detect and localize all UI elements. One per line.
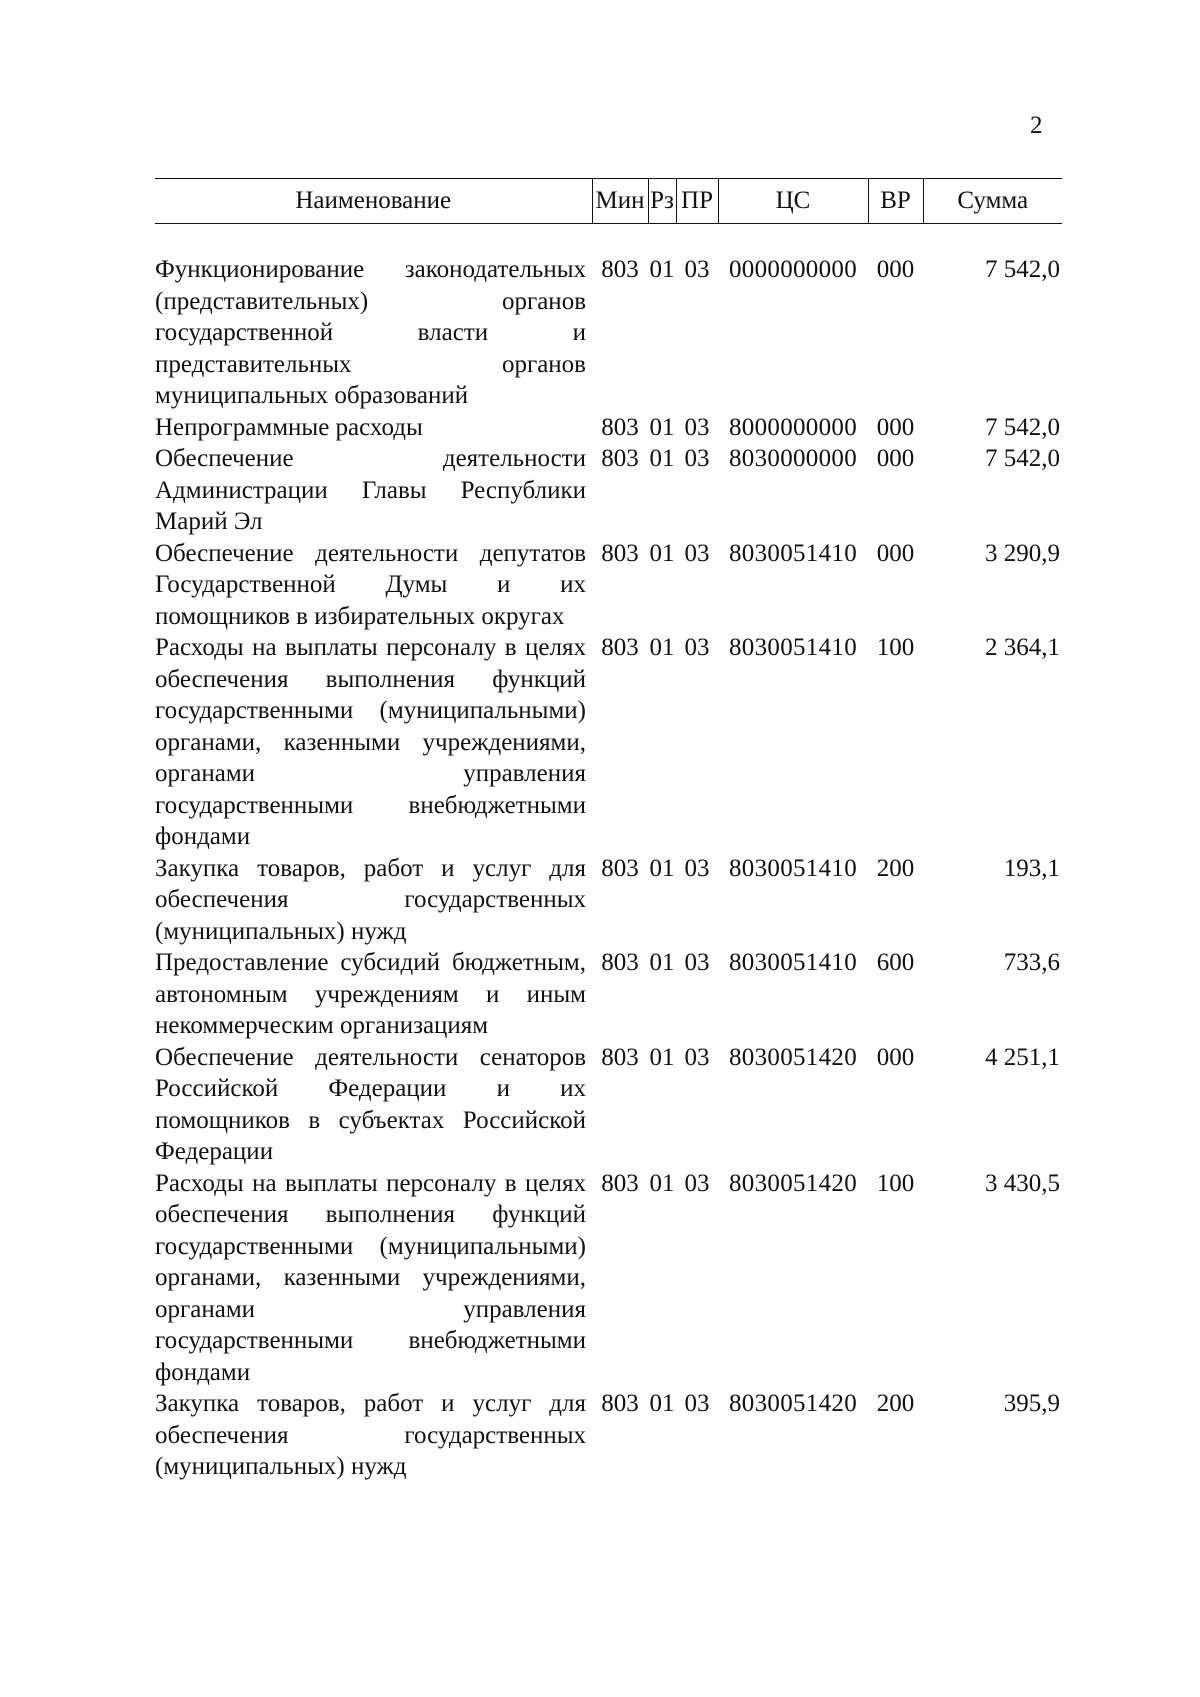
header-spacer [155, 224, 1062, 255]
header-vr: ВР [868, 179, 923, 224]
row-sum: 193,1 [1003, 854, 1060, 882]
table-row [155, 1042, 1062, 1168]
row-sum: 4 251,1 [985, 1043, 1060, 1071]
row-pr: 03 [684, 854, 710, 882]
row-min: 803 [601, 413, 639, 441]
header-pr: ПР [676, 179, 718, 224]
table-row [155, 538, 1062, 633]
table-row [155, 1388, 1062, 1483]
row-rz: 01 [649, 539, 675, 567]
row-cs: 8030051420 [729, 1390, 857, 1417]
row-vr: 000 [876, 539, 915, 567]
row-min: 803 [601, 1390, 639, 1417]
row-vr: 200 [876, 854, 915, 882]
row-pr: 03 [684, 256, 710, 283]
header-cs: ЦС [718, 179, 868, 224]
row-name: Расходы на выплаты персоналу в целях обеспечения выполнения функций государственными (муниципальными) органами, казенными учреждениями, органами управления государственными внебюджетными фондами [155, 634, 586, 850]
budget-table [155, 178, 1062, 1483]
header-name: Наименование [155, 179, 592, 224]
row-rz: 01 [649, 634, 675, 661]
row-name: Функционирование законодательных (представительных) органов государственной власти и представительных органов муниципальных образований [155, 256, 586, 409]
row-sum: 7 542,0 [985, 256, 1060, 283]
row-rz: 01 [649, 1169, 675, 1197]
row-min: 803 [601, 949, 639, 976]
row-name: Обеспечение деятельности Администрации Главы Республики Марий Эл [155, 445, 586, 535]
row-cs: 8030051410 [729, 854, 857, 882]
row-vr: 000 [876, 1043, 915, 1071]
row-rz: 01 [649, 854, 675, 882]
row-name: Непрограммные расходы [155, 413, 423, 441]
row-pr: 03 [684, 413, 710, 441]
row-min: 803 [601, 539, 639, 567]
header-rz: Рз [648, 179, 676, 224]
row-sum: 3 430,5 [985, 1169, 1060, 1197]
table-row [155, 412, 1062, 444]
header-min: Мин [592, 179, 648, 224]
row-name: Предоставление субсидий бюджетным, автономным учреждениям и иным некоммерческим организациям [155, 949, 586, 1039]
row-rz: 01 [649, 445, 675, 472]
row-name: Расходы на выплаты персоналу в целях обеспечения выполнения функций государственными (муниципальными) органами, казенными учреждениями, органами управления государственными внебюджетными фондами [155, 1169, 586, 1386]
table-row [155, 632, 1062, 853]
row-rz: 01 [649, 256, 675, 283]
row-rz: 01 [649, 949, 675, 976]
row-vr: 000 [876, 413, 915, 441]
row-name: Закупка товаров, работ и услуг для обеспечения государственных (муниципальных) нужд [155, 1390, 586, 1480]
row-vr: 000 [876, 256, 915, 283]
row-sum: 395,9 [1003, 1390, 1060, 1417]
row-cs: 8030051420 [729, 1169, 857, 1197]
row-pr: 03 [684, 1390, 710, 1417]
table-body [155, 224, 1062, 1483]
table-row [155, 254, 1062, 412]
row-vr: 200 [876, 1390, 915, 1417]
table-row [155, 947, 1062, 1042]
row-rz: 01 [649, 1390, 675, 1417]
row-name: Обеспечение деятельности депутатов Государственной Думы и их помощников в избирательных округах [155, 539, 586, 630]
row-vr: 600 [876, 949, 915, 976]
row-vr: 100 [876, 634, 915, 661]
row-pr: 03 [684, 445, 710, 472]
row-sum: 733,6 [1003, 949, 1060, 976]
row-vr: 100 [876, 1169, 915, 1197]
row-min: 803 [601, 1043, 639, 1071]
row-pr: 03 [684, 949, 710, 976]
row-vr: 000 [876, 445, 915, 472]
row-sum: 7 542,0 [985, 445, 1060, 472]
header-sum: Сумма [923, 179, 1062, 224]
row-min: 803 [601, 445, 639, 472]
row-cs: 8030051420 [729, 1043, 857, 1071]
row-cs: 8030000000 [729, 445, 857, 472]
row-pr: 03 [684, 1169, 710, 1197]
row-min: 803 [601, 634, 639, 661]
row-min: 803 [601, 854, 639, 882]
table-row [155, 853, 1062, 948]
row-name: Закупка товаров, работ и услуг для обеспечения государственных (муниципальных) нужд [155, 854, 586, 945]
table-row [155, 1168, 1062, 1389]
row-rz: 01 [649, 413, 675, 441]
row-sum: 3 290,9 [985, 539, 1060, 567]
row-cs: 8030051410 [729, 634, 857, 661]
row-sum: 2 364,1 [985, 634, 1060, 661]
table-row [155, 443, 1062, 538]
row-pr: 03 [684, 539, 710, 567]
row-sum: 7 542,0 [985, 413, 1060, 441]
page-number: 2 [1030, 112, 1043, 139]
row-pr: 03 [684, 634, 710, 661]
row-cs: 8030051410 [729, 539, 857, 567]
table-header [155, 179, 1062, 224]
row-cs: 8030051410 [729, 949, 857, 976]
row-min: 803 [601, 256, 639, 283]
row-min: 803 [601, 1169, 639, 1197]
row-cs: 0000000000 [729, 256, 857, 283]
row-pr: 03 [684, 1043, 710, 1071]
row-cs: 8000000000 [729, 413, 857, 441]
row-name: Обеспечение деятельности сенаторов Российской Федерации и их помощников в субъектах Российской Федерации [155, 1043, 586, 1165]
row-rz: 01 [649, 1043, 675, 1071]
